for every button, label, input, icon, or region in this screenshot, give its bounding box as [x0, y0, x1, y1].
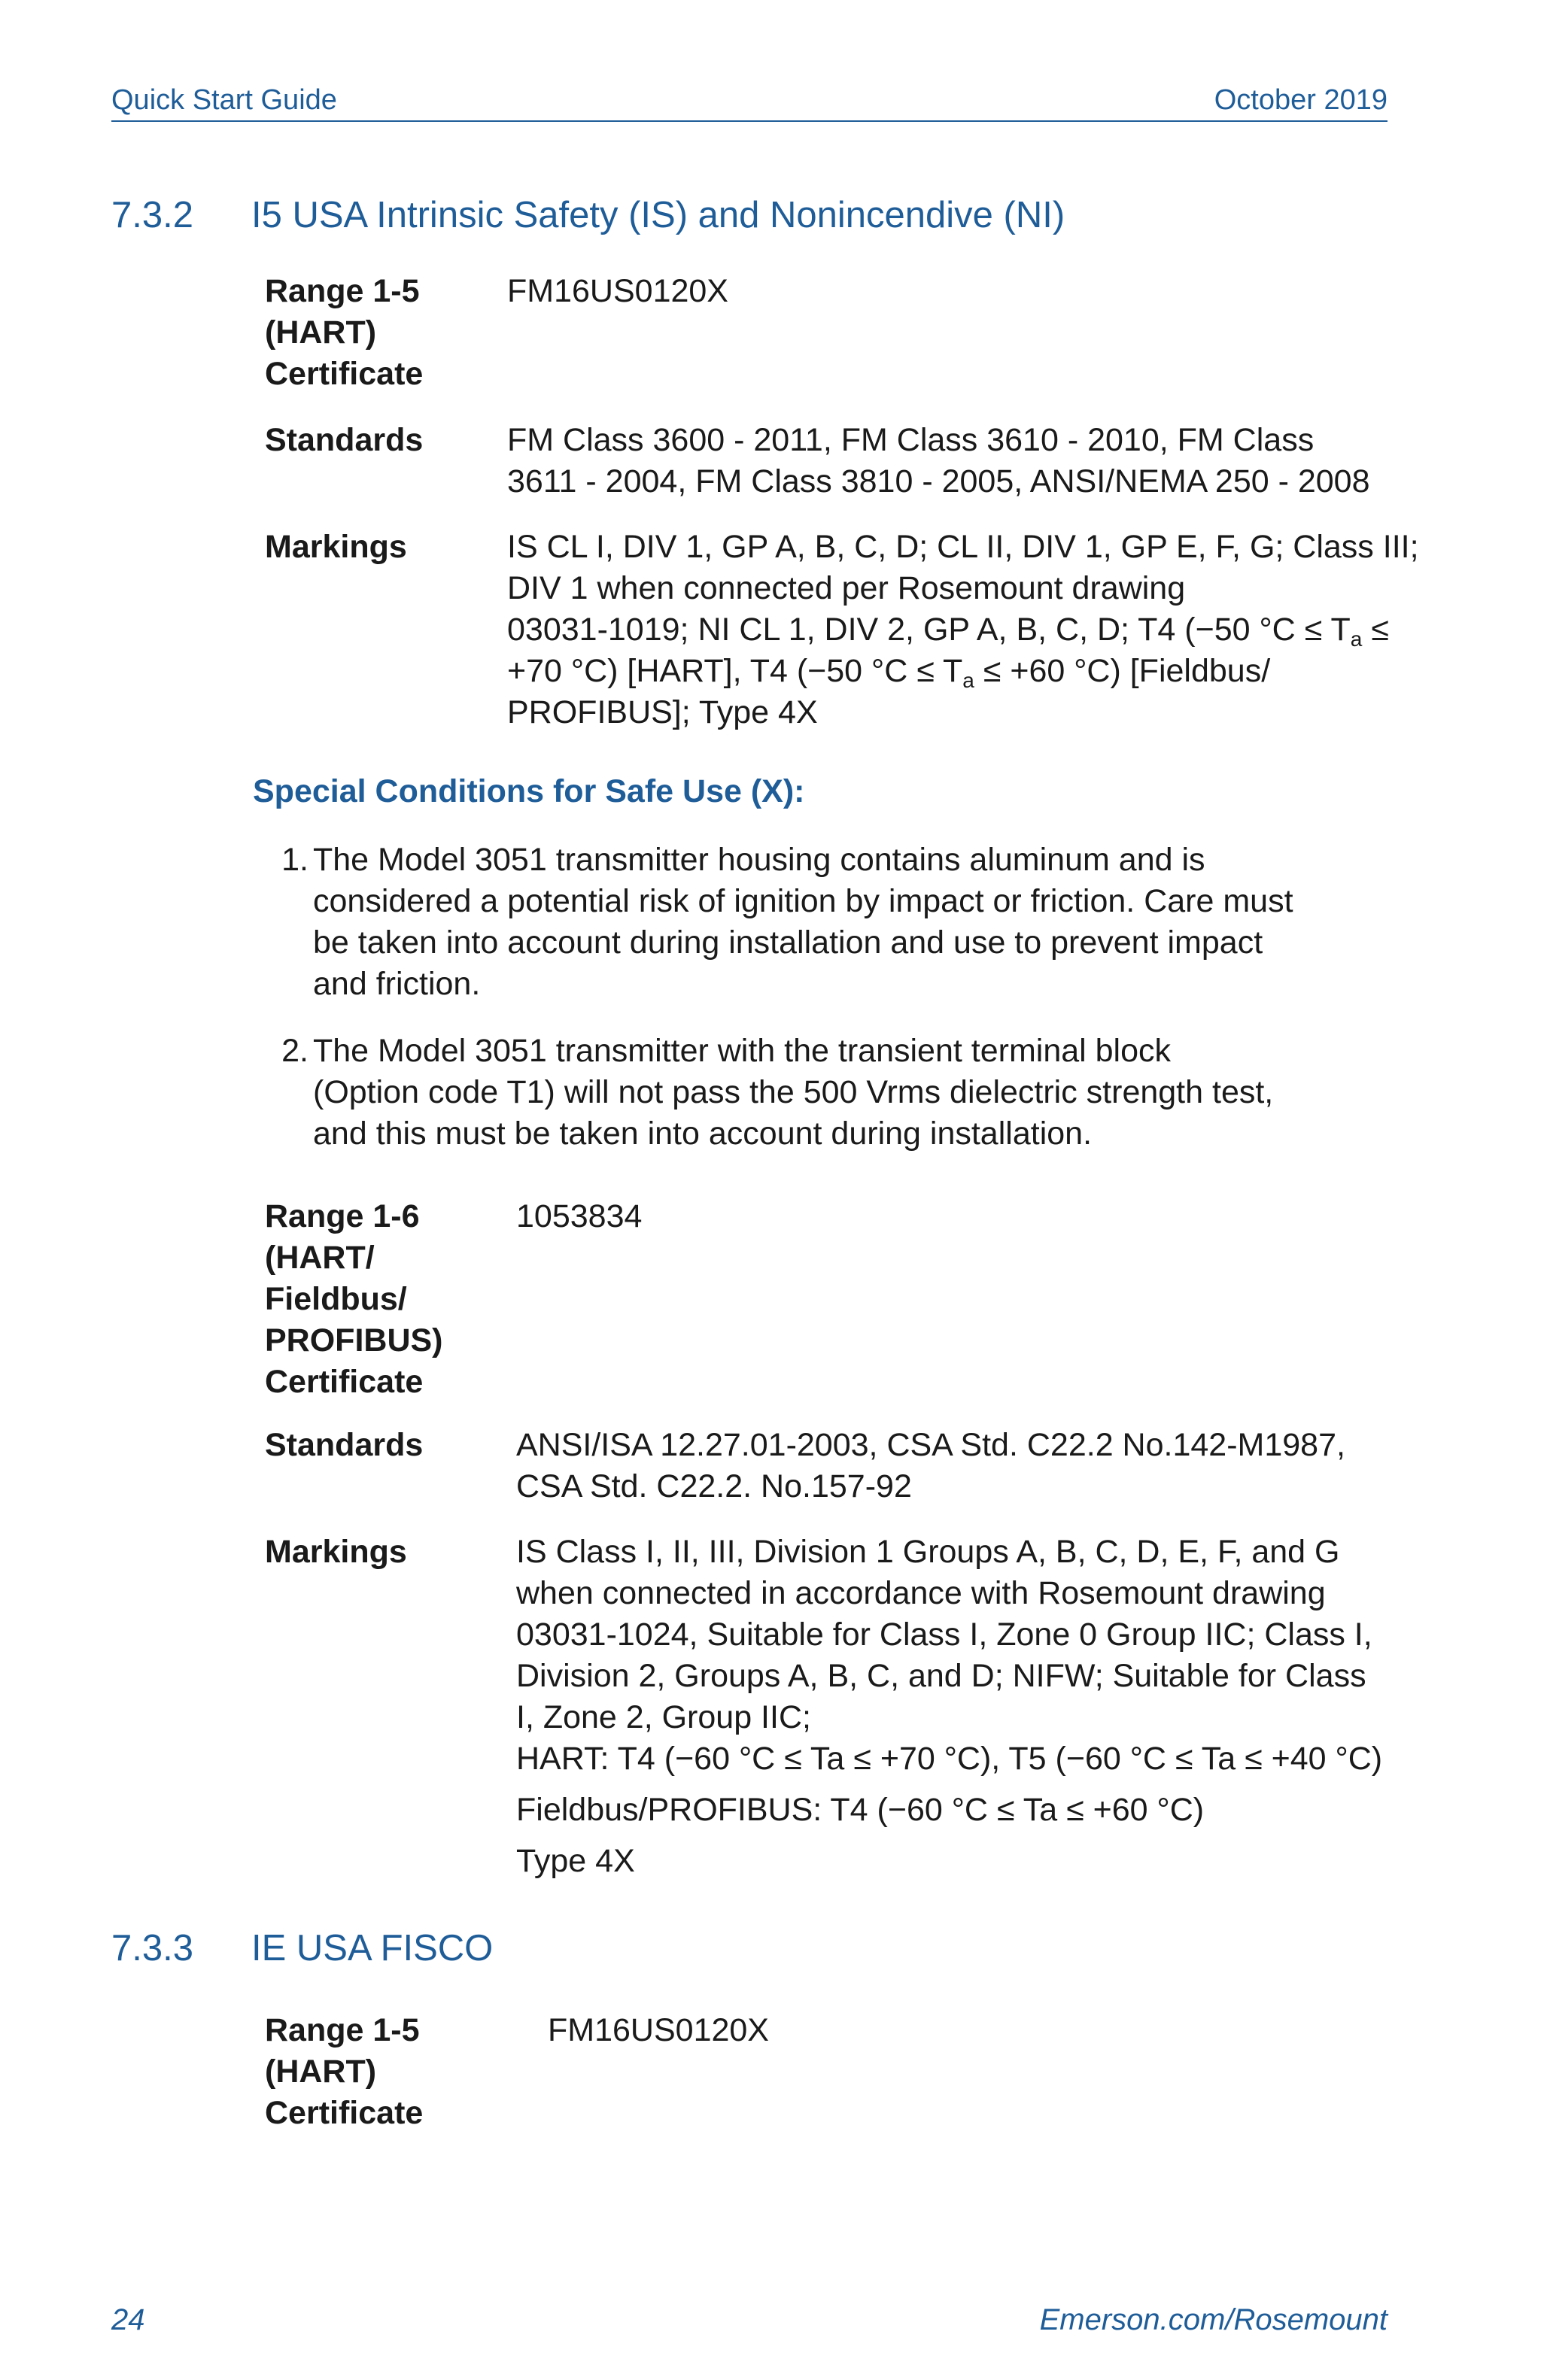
markings2-line: when connected in accordance with Rosemount drawing — [516, 1575, 1326, 1611]
list-line: (Option code T1) will not pass the 500 Vrms dielectric strength test, — [313, 1074, 1274, 1110]
cert2-label: Range 1-6 (HART/ Fieldbus/ PROFIBUS) Certificate — [265, 1198, 443, 1400]
markings2-line: 03031-1024, Suitable for Class I, Zone 0 Group IIC; Class I, — [516, 1617, 1372, 1653]
page-footer — [111, 2303, 1388, 2341]
cert3-value: FM16US0120X — [548, 2012, 769, 2048]
section-number: 7.3.3 — [111, 1928, 193, 1969]
markings2-label: Markings — [265, 1534, 407, 1570]
markings2-line: IS Class I, II, III, Division 1 Groups A, B, C, D, E, F, and G — [516, 1534, 1340, 1570]
markings-line: IS CL I, DIV 1, GP A, B, C, D; CL II, DIV 1, GP E, F, G; Class III; — [507, 529, 1419, 565]
list-marker: 1. — [281, 842, 309, 878]
markings2-line: Division 2, Groups A, B, C, and D; NIFW; Suitable for Class — [516, 1658, 1366, 1694]
list-line: and friction. — [313, 966, 481, 1002]
markings2-line: HART: T4 (−60 °C ≤ Ta ≤ +70 °C), T5 (−60 °C ≤ Ta ≤ +40 °C) — [516, 1741, 1383, 1777]
list-body — [313, 1031, 1273, 1155]
list-line: The Model 3051 transmitter housing contains aluminum and is — [313, 842, 1205, 878]
standards2-line: ANSI/ISA 12.27.01-2003, CSA Std. C22.2 No.142-M1987, — [516, 1427, 1345, 1463]
markings-text: ≤ — [1362, 612, 1389, 648]
markings-text: ≤ +60 °C) [Fieldbus/ — [974, 653, 1271, 689]
list-item — [263, 1031, 1392, 1158]
markings2-line: I, Zone 2, Group IIC; — [516, 1699, 811, 1735]
list-body — [313, 839, 1293, 1005]
cert-label: Range 1-5 (HART) Certificate — [265, 273, 424, 392]
header-date: October 2019 — [1214, 84, 1388, 116]
markings-text: +70 °C) [HART], T4 (−50 °C ≤ T — [507, 653, 963, 689]
header-doc-type: Quick Start Guide — [111, 84, 337, 116]
markings2-value — [516, 1532, 1382, 1882]
list-line: be taken into account during installation and use to prevent impact — [313, 924, 1263, 961]
markings-line: DIV 1 when connected per Rosemount drawing — [507, 570, 1186, 606]
markings2-type: Type 4X — [516, 1843, 635, 1879]
section-number: 7.3.2 — [111, 195, 193, 235]
list-line: and this must be taken into account during installation. — [313, 1116, 1093, 1152]
markings2-fieldbus: Fieldbus/PROFIBUS: T4 (−60 °C ≤ Ta ≤ +60 °C) — [516, 1792, 1205, 1828]
standards2-value — [516, 1425, 1345, 1507]
cert3-label: Range 1-5 (HART) Certificate — [265, 2012, 424, 2131]
markings-line — [507, 651, 1419, 692]
special-conditions-heading: Special Conditions for Safe Use (X): — [253, 773, 805, 809]
markings-value — [507, 527, 1419, 733]
list-item — [263, 839, 1392, 1012]
markings-label: Markings — [265, 529, 407, 565]
page-number: 24 — [111, 2303, 145, 2336]
section-heading-732 — [111, 194, 1391, 239]
cert-value: FM16US0120X — [507, 273, 728, 309]
markings-line: PROFIBUS]; Type 4X — [507, 694, 818, 730]
list-line: considered a potential risk of ignition by impact or friction. Care must — [313, 883, 1293, 919]
standards2-label: Standards — [265, 1427, 424, 1463]
page-header — [111, 81, 1388, 122]
section-heading-733 — [111, 1927, 864, 1972]
markings-line — [507, 609, 1419, 651]
standards-value — [507, 420, 1370, 502]
subscript: a — [1350, 627, 1363, 651]
markings-text: 03031-1019; NI CL 1, DIV 2, GP A, B, C, D; T4 (−50 °C ≤ T — [507, 612, 1351, 648]
subscript: a — [962, 669, 974, 692]
standards2-line: CSA Std. C22.2. No.157-92 — [516, 1468, 912, 1504]
section-title: I5 USA Intrinsic Safety (IS) and Nonincendive (NI) — [251, 195, 1065, 235]
standards-line: 3611 - 2004, FM Class 3810 - 2005, ANSI/NEMA 250 - 2008 — [507, 463, 1370, 499]
standards-line: FM Class 3600 - 2011, FM Class 3610 - 2010, FM Class — [507, 422, 1315, 458]
standards-label: Standards — [265, 422, 424, 458]
cert2-value: 1053834 — [516, 1198, 643, 1234]
footer-website: Emerson.com/Rosemount — [1039, 2303, 1388, 2336]
section-title: IE USA FISCO — [251, 1928, 494, 1969]
list-line: The Model 3051 transmitter with the transient terminal block — [313, 1033, 1172, 1069]
list-marker: 2. — [281, 1033, 309, 1069]
